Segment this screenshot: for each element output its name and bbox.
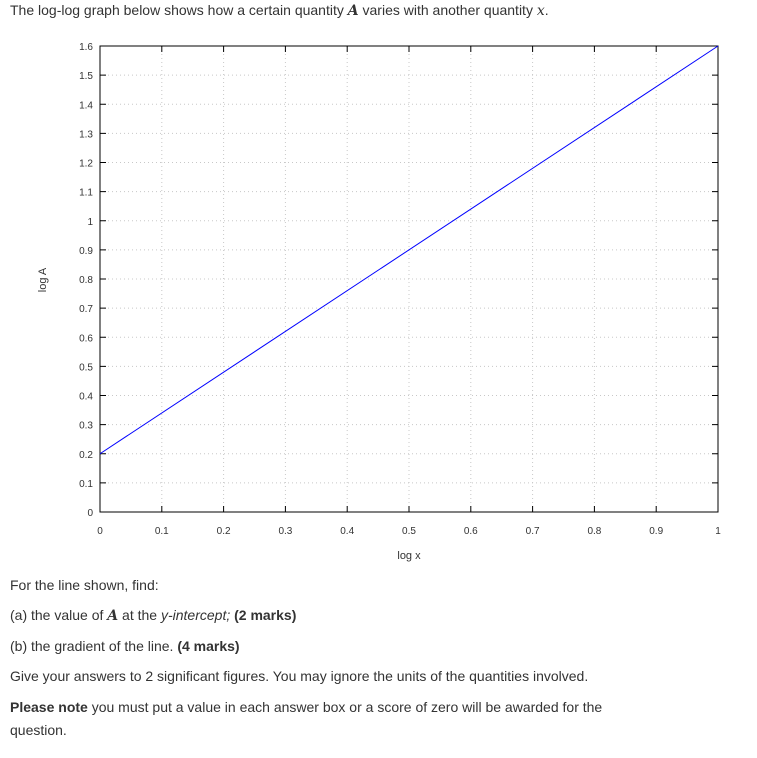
y-tick-label: 0.3 bbox=[79, 420, 93, 432]
y-axis-label: log A bbox=[37, 267, 49, 293]
note-bold: Please note bbox=[10, 699, 88, 715]
question-note-line2: question. bbox=[10, 722, 67, 738]
y-tick-label: 1.5 bbox=[79, 71, 93, 83]
x-tick-label: 0.8 bbox=[587, 526, 602, 537]
y-tick-label: 0.4 bbox=[79, 391, 93, 403]
intro-suffix: . bbox=[544, 2, 549, 18]
question-give: Give your answers to 2 significant figures. You may ignore the units of the quantities involved. bbox=[10, 668, 589, 684]
y-tick-label: 0.7 bbox=[79, 304, 93, 316]
question-b-text: (b) the gradient of the line. bbox=[10, 638, 178, 654]
chart-grid bbox=[100, 46, 718, 512]
intro-middle: varies with another quantity bbox=[358, 2, 537, 18]
y-tick-label: 0 bbox=[87, 508, 93, 519]
y-tick-label: 1.3 bbox=[79, 129, 93, 141]
y-tick-label: 1.6 bbox=[79, 42, 93, 53]
x-tick-label: 0.3 bbox=[278, 526, 293, 537]
intro-prefix: The log-log graph below shows how a certain quantity bbox=[10, 2, 348, 18]
question-a bbox=[10, 607, 296, 624]
y-tick-label: 0.2 bbox=[79, 449, 93, 461]
y-tick-label: 1 bbox=[87, 216, 93, 228]
question-find: For the line shown, find: bbox=[10, 577, 159, 593]
y-tick-label: 0.6 bbox=[79, 333, 93, 345]
question-b bbox=[10, 638, 240, 654]
y-tick-label: 0.1 bbox=[79, 478, 93, 490]
y-tick-label: 1.2 bbox=[79, 158, 93, 170]
x-tick-label: 1 bbox=[715, 526, 721, 537]
x-axis-label: log x bbox=[397, 550, 421, 562]
question-a-prefix: (a) the value of bbox=[10, 607, 108, 623]
x-tick-label: 0.5 bbox=[402, 526, 416, 537]
question-b-marks: (4 marks) bbox=[177, 638, 240, 654]
y-tick-label: 0.8 bbox=[79, 275, 93, 286]
y-tick-label: 0.9 bbox=[79, 245, 93, 257]
question-a-marks: (2 marks) bbox=[234, 607, 297, 623]
y-tick-label: 1.4 bbox=[79, 100, 93, 112]
x-tick-label: 0.9 bbox=[649, 526, 664, 537]
x-tick-label: 0.1 bbox=[154, 526, 169, 537]
question-a-mid: at the bbox=[118, 607, 161, 623]
x-tick-label: 0 bbox=[97, 526, 103, 537]
y-tick-label: 0.5 bbox=[79, 362, 93, 374]
y-tick-labels bbox=[79, 42, 93, 519]
x-tick-label: 0.2 bbox=[216, 526, 231, 537]
intro-var-x: x bbox=[536, 3, 545, 19]
note-line1: you must put a value in each answer box or a score of zero will be awarded for the bbox=[87, 699, 603, 715]
x-tick-label: 0.7 bbox=[525, 526, 540, 537]
x-tick-label: 0.4 bbox=[340, 526, 355, 537]
question-note bbox=[10, 699, 602, 715]
y-tick-label: 1.1 bbox=[79, 187, 93, 199]
intro-var-a: A bbox=[347, 3, 359, 19]
question-a-var: A bbox=[107, 608, 119, 624]
x-tick-labels bbox=[97, 526, 721, 537]
x-tick-label: 0.6 bbox=[463, 526, 478, 537]
question-a-italic: y-intercept; bbox=[160, 607, 231, 623]
